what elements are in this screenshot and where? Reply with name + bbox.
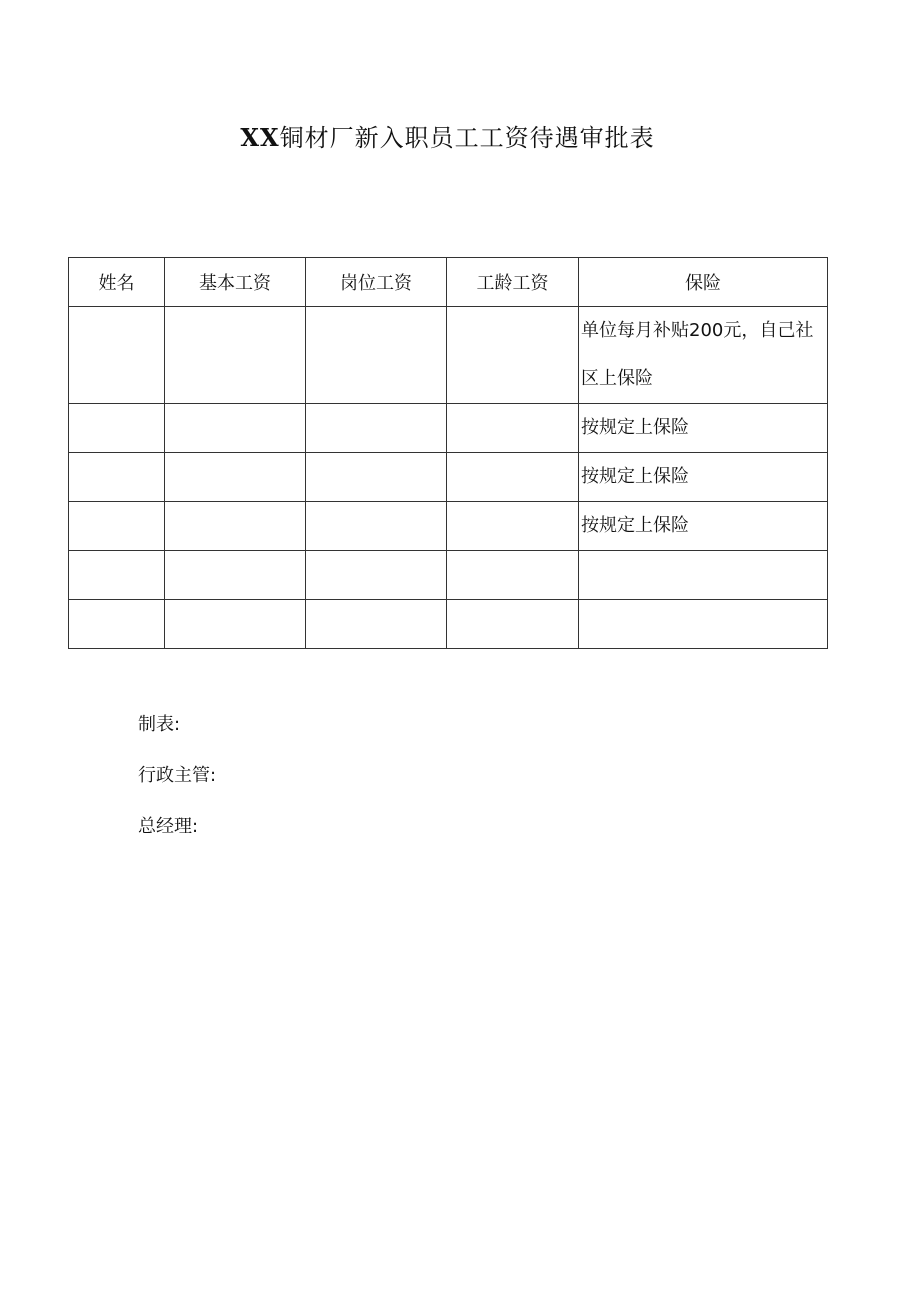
cell-base-salary[interactable] [165, 453, 306, 502]
cell-seniority-salary[interactable] [447, 307, 579, 404]
table-header-row [69, 258, 828, 307]
cell-seniority-salary[interactable] [447, 404, 579, 453]
cell-seniority-salary[interactable] [447, 453, 579, 502]
cell-base-salary[interactable] [165, 502, 306, 551]
cell-base-salary[interactable] [165, 551, 306, 600]
table-row [69, 307, 828, 404]
cell-name[interactable] [69, 307, 165, 404]
signoff-section [138, 705, 216, 858]
table-row [69, 404, 828, 453]
cell-name[interactable] [69, 404, 165, 453]
header-base-salary: 基本工资 [165, 258, 306, 307]
general-manager-label: 总经理: [138, 816, 199, 837]
cell-base-salary[interactable] [165, 600, 306, 649]
cell-post-salary[interactable] [306, 404, 447, 453]
header-name: 姓名 [69, 258, 165, 307]
admin-supervisor-label: 行政主管: [138, 765, 217, 786]
cell-seniority-salary[interactable] [447, 502, 579, 551]
cell-name[interactable] [69, 502, 165, 551]
title-text: 铜材厂新入职员工工资待遇审批表 [279, 124, 655, 152]
table-row [69, 502, 828, 551]
cell-post-salary[interactable] [306, 453, 447, 502]
cell-name[interactable] [69, 600, 165, 649]
cell-post-salary[interactable] [306, 307, 447, 404]
header-seniority-salary: 工龄工资 [447, 258, 579, 307]
cell-seniority-salary[interactable] [447, 600, 579, 649]
cell-insurance[interactable] [579, 551, 828, 600]
salary-approval-table [68, 257, 828, 649]
prepared-by-label: 制表: [138, 714, 181, 735]
cell-insurance[interactable]: 按规定上保险 [579, 404, 828, 453]
table-row [69, 551, 828, 600]
cell-name[interactable] [69, 551, 165, 600]
cell-insurance[interactable]: 按规定上保险 [579, 453, 828, 502]
document-title [0, 118, 895, 158]
cell-insurance[interactable] [579, 600, 828, 649]
cell-base-salary[interactable] [165, 404, 306, 453]
cell-insurance[interactable]: 单位每月补贴200元，自己社区上保险 [579, 307, 828, 404]
cell-post-salary[interactable] [306, 551, 447, 600]
cell-post-salary[interactable] [306, 502, 447, 551]
cell-seniority-salary[interactable] [447, 551, 579, 600]
title-prefix: XX [240, 123, 280, 152]
cell-name[interactable] [69, 453, 165, 502]
header-post-salary: 岗位工资 [306, 258, 447, 307]
cell-insurance[interactable]: 按规定上保险 [579, 502, 828, 551]
table-row [69, 600, 828, 649]
table-row [69, 453, 828, 502]
cell-post-salary[interactable] [306, 600, 447, 649]
cell-base-salary[interactable] [165, 307, 306, 404]
header-insurance: 保险 [579, 258, 828, 307]
